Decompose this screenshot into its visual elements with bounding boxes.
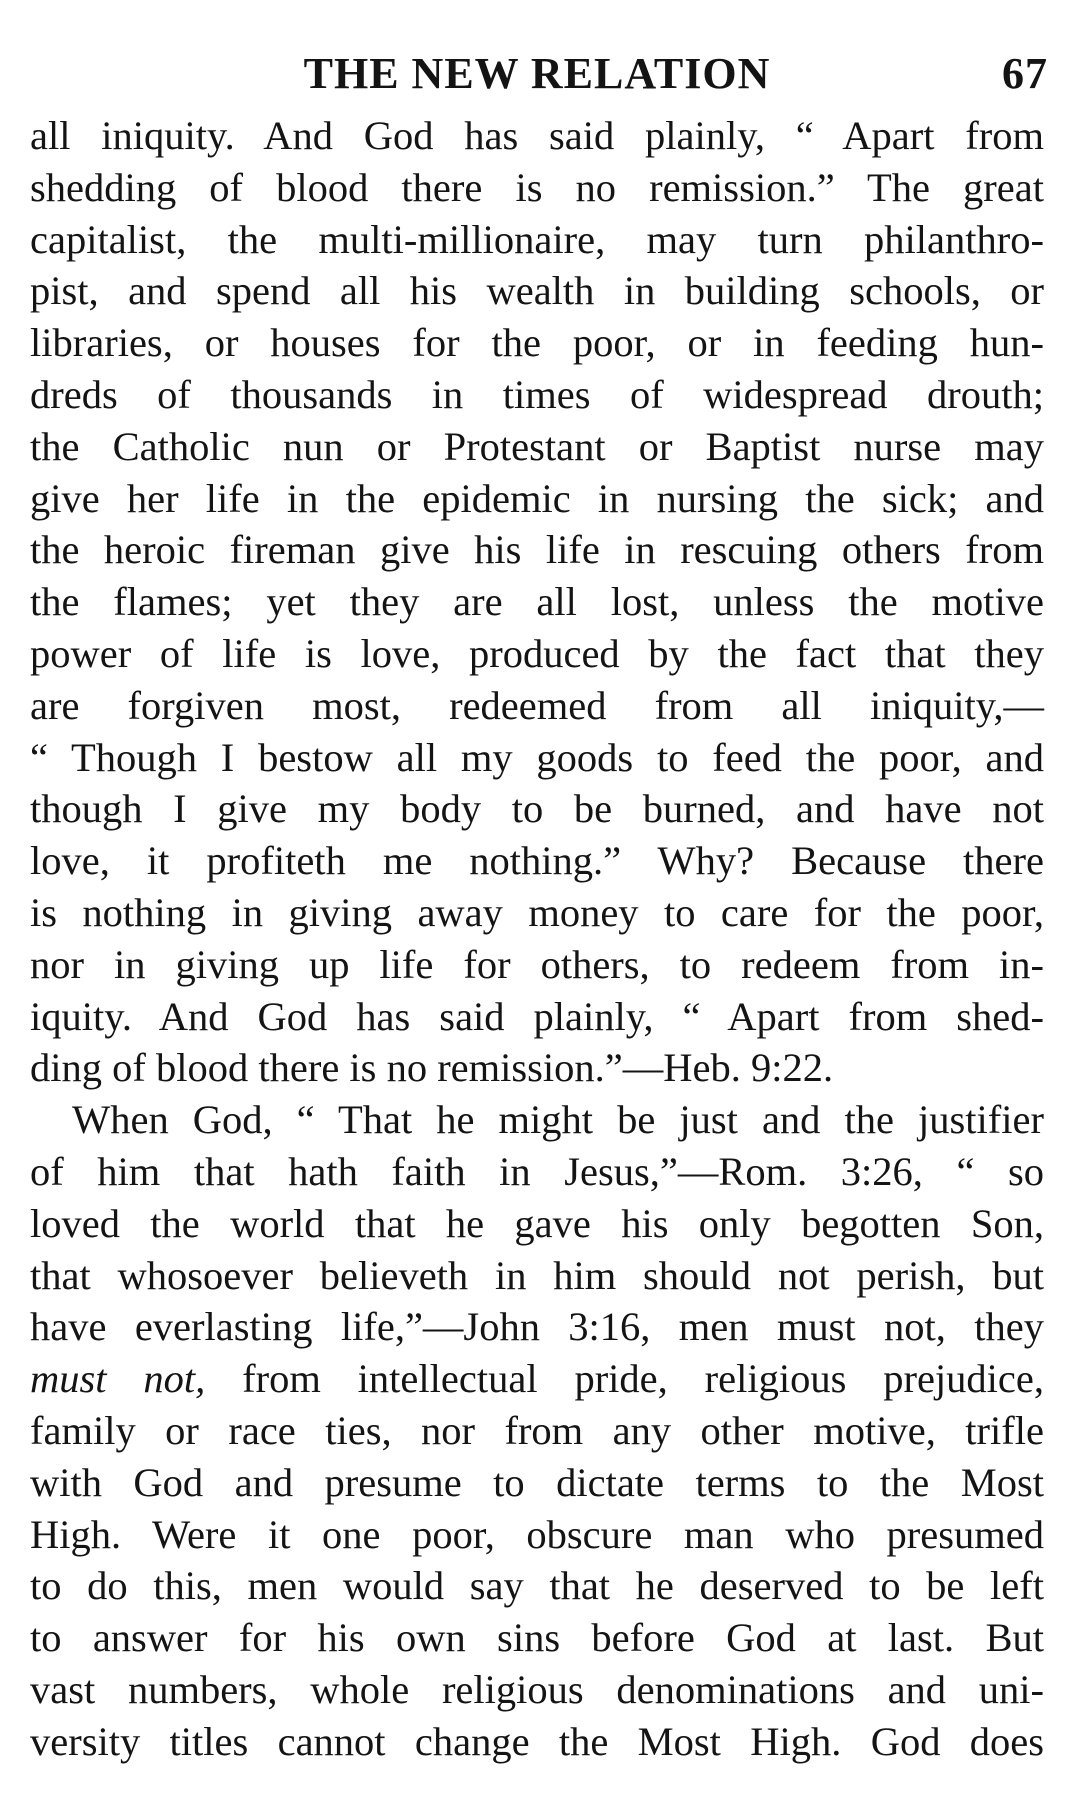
text-line: “ Though I bestow all my goods to feed the poor, and: [30, 734, 1044, 780]
text-line: to do this, men would say that he deserved to be left: [30, 1563, 1044, 1609]
text-line: libraries, or houses for the poor, or in feeding hun-: [30, 320, 1044, 366]
text-line: ding of blood there is no remission.”—Heb. 9:22.: [30, 1045, 834, 1091]
text-line: all iniquity. And God has said plainly, “ Apart from: [30, 113, 1044, 158]
text-line: shedding of blood there is no remission.” The great: [30, 164, 1044, 210]
text-line: give her life in the epidemic in nursing the sick; and: [30, 475, 1044, 521]
text-line: loved the world that he gave his only begotten Son,: [30, 1200, 1044, 1246]
paragraph-2: [30, 1094, 1044, 1767]
text-line: the Catholic nun or Protestant or Baptist nurse may: [30, 423, 1044, 469]
book-page: [30, 40, 1048, 1768]
text-line: of him that hath faith in Jesus,”—Rom. 3:26, “ so: [30, 1148, 1044, 1194]
text-line: nor in giving up life for others, to redeem from in-: [30, 941, 1044, 987]
text-line-rest: from intellectual pride, religious prejudice,: [205, 1356, 1045, 1402]
running-title: THE NEW RELATION: [303, 49, 771, 98]
running-head: [30, 40, 1048, 110]
text-line: that whosoever believeth in him should not perish, but: [30, 1252, 1044, 1298]
text-line: though I give my body to be burned, and have not: [30, 786, 1044, 832]
paragraph-1: [30, 110, 1044, 1094]
text-line: love, it profiteth me nothing.” Why? Because there: [30, 838, 1044, 884]
body-text: [30, 110, 1044, 1768]
text-line: iquity. And God has said plainly, “ Apart from shed-: [30, 993, 1044, 1039]
text-line: the flames; yet they are all lost, unless the motive: [30, 579, 1044, 625]
text-line: power of life is love, produced by the fact that they: [30, 630, 1044, 676]
text-line: with God and presume to dictate terms to the Most: [30, 1459, 1044, 1505]
text-line-with-emphasis: [30, 1353, 1044, 1405]
text-line: When God, “ That he might be just and the justifier: [72, 1097, 1044, 1143]
text-line: family or race ties, nor from any other motive, trifle: [30, 1407, 1044, 1453]
text-line: pist, and spend all his wealth in building schools, or: [30, 268, 1044, 314]
text-line: is nothing in giving away money to care for the poor,: [30, 889, 1044, 935]
text-line: to answer for his own sins before God at last. But: [30, 1615, 1044, 1661]
text-line: the heroic fireman give his life in rescuing others from: [30, 527, 1044, 573]
text-line: have everlasting life,”—John 3:16, men must not, they: [30, 1304, 1044, 1350]
text-line: capitalist, the multi-millionaire, may turn philanthro-: [30, 216, 1044, 262]
page-number: 67: [1002, 49, 1048, 98]
text-line: are forgiven most, redeemed from all iniquity,—: [30, 682, 1044, 728]
text-line: High. Were it one poor, obscure man who presumed: [30, 1511, 1044, 1557]
text-line: vast numbers, whole religious denominations and uni-: [30, 1666, 1044, 1712]
text-line: dreds of thousands in times of widespread drouth;: [30, 371, 1044, 417]
text-line: versity titles cannot change the Most High. God does: [30, 1718, 1044, 1764]
emphasis-text: must not,: [30, 1356, 206, 1402]
